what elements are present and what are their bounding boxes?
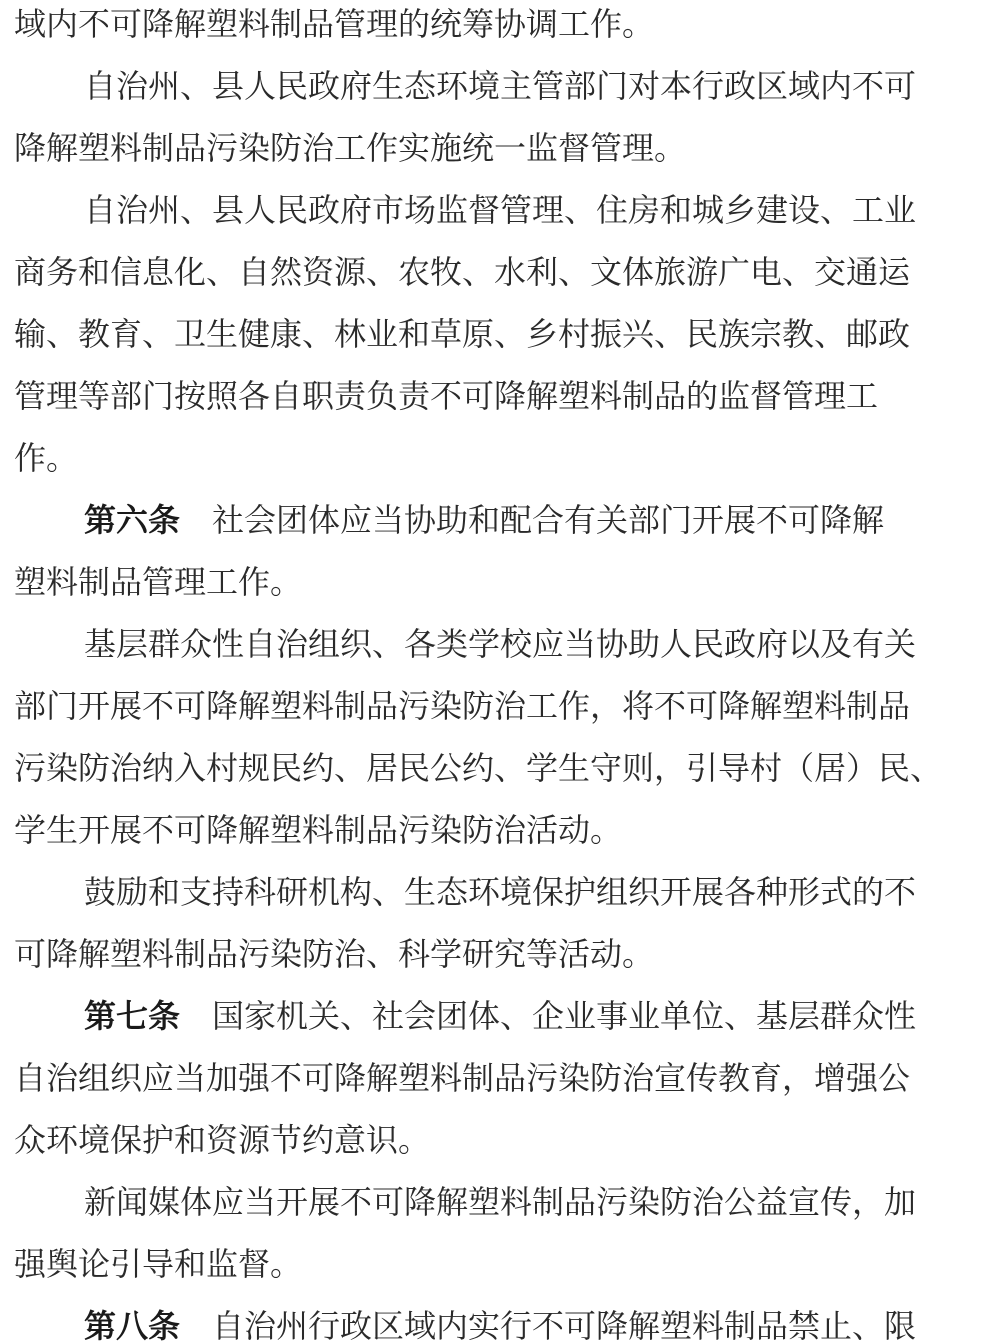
line-text: 污染防治纳入村规民约、居民公约、学生守则，引导村（居）民、 [14,749,943,787]
line-text: 鼓励和支持科研机构、生态环境保护组织开展各种形式的不 [84,873,917,911]
line-text: 自治组织应当加强不可降解塑料制品污染防治宣传教育，增强公 [14,1059,911,1097]
text-line [14,372,878,420]
text-line [14,682,910,730]
line-text: 商务和信息化、自然资源、农牧、水利、文体旅游广电、交通运 [14,253,911,291]
line-text: 基层群众性自治组织、各类学校应当协助人民政府以及有关 [84,625,917,663]
text-line [84,186,916,234]
article-title: 第六条 [84,501,181,539]
article-line [84,992,916,1040]
line-text: 作。 [14,439,79,477]
line-text: 塑料制品管理工作。 [14,563,303,601]
text-line [14,558,302,606]
text-line [84,868,916,916]
text-line [14,930,654,978]
text-line [14,744,942,792]
line-text: 部门开展不可降解塑料制品污染防治工作，将不可降解塑料制品 [14,687,911,725]
text-line [14,806,622,854]
text-line [14,0,654,48]
text-line [14,434,78,482]
article-line [84,496,884,544]
article-title: 第七条 [84,997,181,1035]
article-line [84,1302,916,1344]
text-line [14,1054,910,1102]
text-line [14,124,686,172]
line-text: 降解塑料制品污染防治工作实施统一监督管理。 [14,129,687,167]
line-text: 自治州、县人民政府市场监督管理、住房和城乡建设、工业 [84,191,917,229]
line-text: 新闻媒体应当开展不可降解塑料制品污染防治公益宣传，加 [84,1183,917,1221]
text-line [84,62,916,110]
line-text: 输、教育、卫生健康、林业和草原、乡村振兴、民族宗教、邮政 [14,315,911,353]
line-text: 强舆论引导和监督。 [14,1245,303,1283]
line-text: 众环境保护和资源节约意识。 [14,1121,431,1159]
line-text: 自治州行政区域内实行不可降解塑料制品禁止、限 [212,1307,917,1344]
line-text: 可降解塑料制品污染防治、科学研究等活动。 [14,935,655,973]
text-line [14,1116,430,1164]
line-text: 国家机关、社会团体、企业事业单位、基层群众性 [212,997,917,1035]
text-line [14,1240,302,1288]
line-text: 自治州、县人民政府生态环境主管部门对本行政区域内不可 [84,67,917,105]
line-text: 社会团体应当协助和配合有关部门开展不可降解 [212,501,885,539]
line-text: 管理等部门按照各自职责负责不可降解塑料制品的监督管理工 [14,377,879,415]
text-line [14,310,910,358]
text-line [14,248,910,296]
text-line [84,620,916,668]
article-title: 第八条 [84,1307,181,1344]
line-text: 学生开展不可降解塑料制品污染防治活动。 [14,811,623,849]
line-text: 域内不可降解塑料制品管理的统筹协调工作。 [14,5,655,43]
text-line [84,1178,916,1226]
